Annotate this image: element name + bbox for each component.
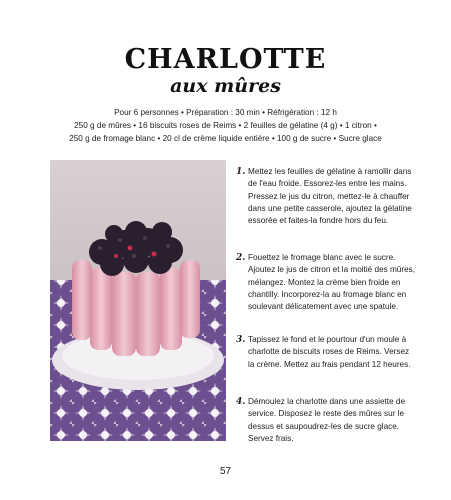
- step-text: Fouettez le fromage blanc avec le sucre. Ajoutez le jus de citron et la moitié des mûres, mélangez. Montez la crème bien froide en chantilly. Incorporez-la au fromage blanc en soulevant délicatement avec une spatule.: [248, 253, 416, 312]
- step-number: 2.: [236, 253, 246, 263]
- page-number: 57: [219, 466, 232, 477]
- recipe-title: CHARLOTTE: [124, 44, 327, 75]
- step-2: [236, 252, 416, 313]
- step-number: 4.: [236, 397, 246, 407]
- step-number: 1.: [236, 167, 246, 177]
- recipe-info-line: Pour 6 personnes • Préparation : 30 min • Réfrigération : 12 h: [114, 108, 337, 117]
- step-4: [236, 396, 416, 445]
- step-1: [236, 166, 416, 227]
- step-number: 3.: [236, 335, 246, 345]
- charlotte-photo: [50, 160, 226, 441]
- step-text: Tapissez le fond et le pourtour d'un moule à charlotte de biscuits roses de Reims. Versez la crème. Mettez au frais pendant 12 heures.: [248, 335, 411, 369]
- ingredients-line-2: 250 g de fromage blanc • 20 cl de crème liquide entière • 100 g de sucre • Sucre glace: [69, 134, 382, 143]
- ingredients-line-1: 250 g de mûres • 16 biscuits roses de Reims • 2 feuilles de gélatine (4 g) • 1 citron •: [74, 121, 377, 130]
- step-text: Mettez les feuilles de gélatine à ramollir dans de l'eau froide. Essorez-les entre les mains. Pressez le jus du citron, mettez-le à chauffer dans une petite casserole, ajoutez la gélatine essorée et faites-la fondre hors du feu.: [248, 167, 412, 226]
- step-text: Démoulez la charlotte dans une assiette de service. Disposez le reste des mûres sur le dessus et saupoudrez-les de sucre glace. Servez frais.: [248, 397, 406, 443]
- step-3: [236, 334, 416, 371]
- recipe-subtitle: aux mûres: [170, 75, 281, 97]
